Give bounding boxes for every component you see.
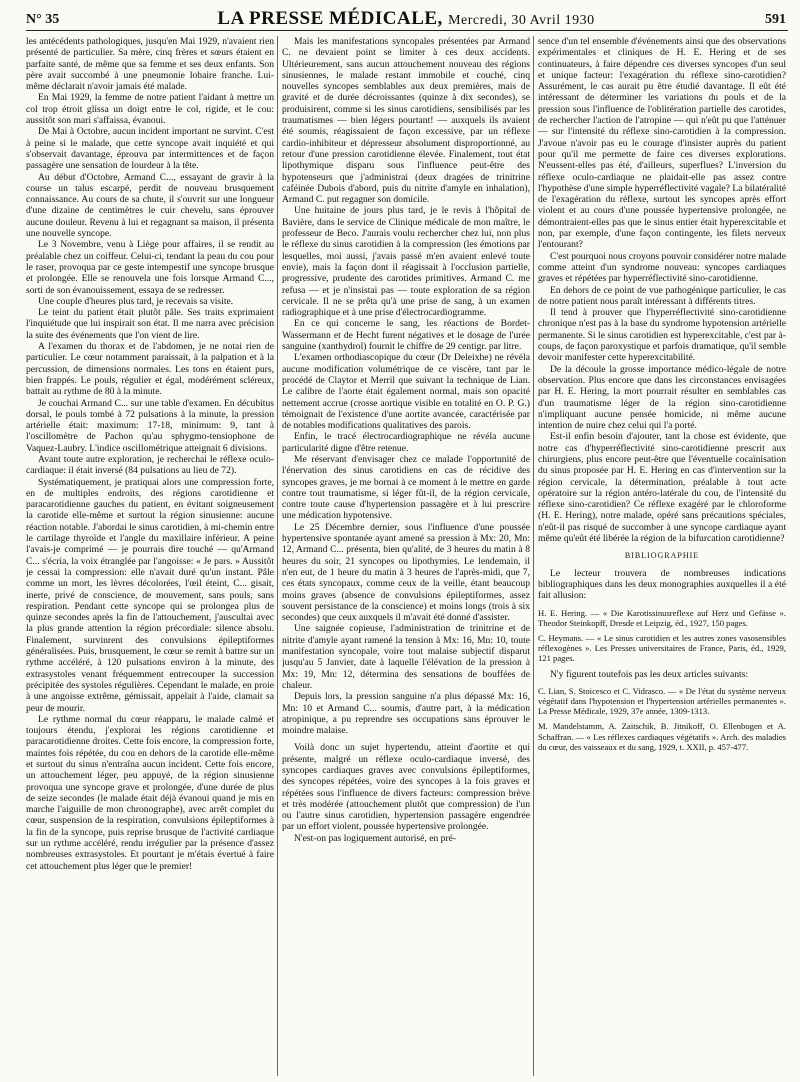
reference-list: [538, 608, 786, 664]
bibliography-heading: BIBLIOGRAPHIE: [624, 551, 700, 561]
issue-number: N° 35: [26, 12, 60, 27]
paragraph: Le 3 Novembre, venu à Liège pour affaires, il se rendit au préalable chez un coiffeur. Celui-ci, tendant la peau du cou pour le raser, provoqua par ce geste intempestif une syncope brusque et prolongée. Elle se renouvela une fois lorsque Armand C..., sorti de son évanouissement, essaya de se redresser.: [26, 239, 274, 296]
paragraph: L'examen orthodiascopique du cœur (Dr Deleixhe) ne révéla aucune modification volumétrique de ce viscère, tant par le procédé de Claytor et Merril que suivant la technique de Lian. Le calibre de l'aorte était également normal, mais son opacité nettement accrue (crosse aortique visible en totalité en O. P. G.) témoignait de l'existence d'une aortite avancée, caractérisée par de notables modifications qualitatives des parois.: [282, 352, 530, 432]
paragraph: En Mai 1929, la femme de notre patient l'aidant à mettre un col trop étroit glissa un doigt entre le col, rigide, et le cou: aussitôt son mari s'affaissa, évanoui.: [26, 92, 274, 127]
paragraph: Je couchai Armand C... sur une table d'examen. En décubitus dorsal, le pouls tombé à 72 pulsations à la minute, la pression artérielle était: maximum: 17-18, minimum: 9, tant à l'oscillomètre de Pachon qu'au sphygmo-tensiophone de Vaquez-Laubry. L'indice oscillométrique atteignait 6 divisions.: [26, 397, 274, 454]
paragraph: C'est pourquoi nous croyons pouvoir considérer notre malade comme atteint d'un syndrome nouveau: syncopes cardiaques graves et répétées par hyperréflectivité sino-carotidienne.: [538, 250, 786, 285]
paragraph: Mais les manifestations syncopales présentées par Armand C. ne devaient point se limiter à ces deux accidents. Ultérieurement, sans aucun attouchement nouveau des régions sinusiennes, le malade restant immobile et couché, cinq nouvelles syncopes semblables aux deux premières, mais de gravité et de durée décroissantes (quinze à dix secondes), se produisirent, comme si les sinus carotidiens, sensibilisés par les traumatismes — bien légers pourtant! — auxquels ils avaient été soumis, réagissaient de façon excessive, par un réflexe cardio-inhibiteur et dépresseur absolument disproportionné, au retour d'une pression carotidienne élevée. Finalement, tout état lipothymique disparu sous l'influence peut-être des hypotenseurs que j'administrai (deux dragées de trinitrine caféinée Dubois d'abord, puis du nitrite d'amyle en inhalation), Armand C. put regagner son domicile.: [282, 36, 530, 206]
paragraph: Est-il enfin besoin d'ajouter, tant la chose est évidente, que notre cas d'hyperréflectivité sino-carotidienne prescrit aux chirurgiens, plus encore peut-être que l'éventuelle cocaïnisation du sinus proposée par H. E. Hering en cas d'intervention sur la région cervicale, la détermination, préalable à tout acte opératoire sur la région antéro-latérale du cou, de l'intensité du réflexe sino-carotidien? Ce réflexe exagéré par le chloroforme (H. E. Hering), notre malade, opéré sans précautions spéciales, n'eût-il pas risqué de succomber à une syncope cardiaque ayant même qu'eût été libérée la région de la bifurcation carotidienne?: [538, 431, 786, 545]
paragraph: Une huitaine de jours plus tard, je le revis à l'hôpital de Bavière, dans le service de Clinique médicale de mon maître, le professeur de Beco. J'aurais voulu rechercher chez lui, non plus le réflexe du sinus carotidien à la compression (les émotions par lesquelles, moi aussi, j'avais passé m'en avaient enlevé toute envie), mais la façon dont il réagissait à l'occlusion partielle, progressive, prudente des carotides primitives. Armand C. me refusa — et je n'insistai pas — toute exploration de sa région cervicale. Il ne se prêta qu'à une prise de sang, à un examen radiographique et à une prise d'électrocardiogramme.: [282, 205, 530, 319]
paragraph: Il tend à prouver que l'hyperréflectivité sino-carotidienne chronique n'est pas à la base du syndrome hypotension artérielle permanente. Si le sinus carotidien est hyperexcitable, c'est par à-coups, de façon paroxystique et parfois dramatique, qu'il semble devoir manifester cette hyperexcitabilité.: [538, 307, 786, 364]
paragraph: A l'examen du thorax et de l'abdomen, je ne notai rien de particulier. Le cœur notamment paraissait, à la palpation et à la percussion, de dimensions normales. Les tons en étaient purs, bien frappés. Le pouls, régulier et égal, modérément scléreux, battait au rythme de 80 à la minute.: [26, 341, 274, 398]
paragraph: Le teint du patient était plutôt pâle. Ses traits exprimaient l'inquiétude que lui inspirait son état. Il me narra avec précision la suite des événements que l'on vient de lire.: [26, 307, 274, 341]
header-rule: [26, 30, 788, 31]
paragraph: De Mai à Octobre, aucun incident important ne survint. C'est à peine si le malade, que cette syncope avait inquiété et qui s'observait davantage, éprouva par intermittences et de façon passagère une sensation de lourdeur à la tête.: [26, 126, 274, 172]
paragraph: Au début d'Octobre, Armand C..., essayant de gravir à la course un talus escarpé, perdit de nouveau brusquement connaissance. Au cours de sa chute, il s'ouvrit sur une longueur d'une dizaine de centimètres le cuir chevelu, sans éprouver aucune douleur. Revenu à lui et regagnant sa maison, il présenta une nouvelle syncope.: [26, 171, 274, 240]
column-divider: [533, 36, 534, 1076]
paragraph: Depuis lors, la pression sanguine n'a plus dépassé Mx: 16, Mn: 10 et Armand C... soumis, d'autre part, à la médication atropinique, a pu reprendre ses occupations sans éprouver le moindre malaise.: [282, 691, 530, 737]
column-3: [538, 36, 786, 1076]
paragraph: Le rythme normal du cœur réapparu, le malade calmé et toujours étendu, j'explorai les régions carotidienne et paracarotidienne droites. Cette fois encore, la compression forte, maintes fois répétée, du cou en dehors de la carotide elle-même et surtout du sinus n'entraîna aucun incident. Cette fois encore, un attouchement léger, peu appuyé, de la région sinusienne provoqua une syncope grave et prolongée, d'une durée de plus de seize secondes (le malade était déjà évanoui quand je mis en marche l'aiguille de mon chronographe), avec arrêt complet du cœur, suspension de la respiration, convulsions épileptiformes à la fin de la syncope, puis reprise brusque de l'activité cardiaque sur un rythme accéléré, rendu irrégulier par la présence d'assez nombreuses extrasystoles. Et pourtant je m'étais évertué à faire cet attouchement plus léger que le premier!: [26, 713, 274, 872]
paragraph: En dehors de ce point de vue pathogénique particulier, le cas de notre patient nous paraît intéressant à différents titres.: [538, 284, 786, 307]
paragraph: De la découle la grosse importance médico-légale de notre observation. Plus encore que dans les circonstances envisagées par H. E. Hering, la mort pourrait résulter en semblables cas d'un traumatisme léger de la région sino-carotidienne n'impliquant aucune pensée homicide, ni même aucune intention de nuire chez celui qui l'a porté.: [538, 363, 786, 432]
paragraph: Le 25 Décembre dernier, sous l'influence d'une poussée hypertensive spontanée ayant amené sa pression à Mx: 20, Mn: 12, Armand C... présenta, bien qu'alité, de 3 heures du matin à 8 heures du soir, 21 syncopes ou lipothymies. Le lendemain, il n'en eut, de 1 heure du matin à 3 heures de l'après-midi, que 7, ces états syncopaux, comme ceux de la veille, étant beaucoup moins graves (absence de convulsions épileptiformes, assez souvent persistance de la conscience) et moins longs (trois à six secondes) que ceux auxquels il m'avait été donné d'assister.: [282, 521, 530, 624]
bibliography-intro: Le lecteur trouvera de nombreuses indications bibliographiques dans les deux monographies auxquelles il a été fait allusion:: [538, 567, 786, 602]
paragraph: Voilà donc un sujet hypertendu, atteint d'aortite et qui présente, malgré un réflexe oculo-cardiaque inversé, des syncopes cardiaques graves avec convulsions épileptiformes, des syncopes répétées, voire des syncopes à la fois graves et répétées sous l'influence de divers facteurs: compression brève et très modérée (attouchement plutôt que compression) de l'un ou l'autre sinus carotidien, hypertension passagère engendrée par un effort violent, poussée hypertensive prolongée.: [282, 742, 530, 833]
column-divider: [277, 36, 278, 1076]
paragraph: Une couple d'heures plus tard, je recevais sa visite.: [38, 295, 234, 307]
reference-item: M. Mandelstamm, A. Zaitschik, B. Jitnikoff, O. Ellenbogen et A. Schaffran. — « Les réflexes cardiaques végétatifs ». Arch. des maladies du cœur, des vaisseaux et du sang, 1929, t. XXII, p. 457-477.: [538, 721, 786, 752]
paragraph: N'est-on pas logiquement autorisé, en pré-: [294, 832, 457, 844]
running-title: [26, 8, 786, 30]
paragraph: les antécédents pathologiques, jusqu'en Mai 1929, n'avaient rien présenté de particulier. Sa mère, cinq frères et sœurs étaient en parfaite santé, de même que sa femme et ses deux enfants. Son père avait succombé à une pneumonie lobaire franche. Lui-même déclarait n'avoir jamais été malade.: [26, 36, 274, 93]
reference-item: C. Heymans. — « Le sinus carotidien et les autres zones vasosensibles réflexogènes ». Les Presses universitaires de France, Paris, éd., 1929, 121 pages.: [538, 632, 786, 664]
reference-item: C. Lian, S. Stoicesco et C. Vidrasco. — « De l'état du système nerveux végétatif dans l'hypotension et l'hypertension artérielles permanentes ». La Presse Médicale, 1929, 37e année, 1309-1313.: [538, 685, 786, 717]
paragraph: sence d'un tel ensemble d'événements ainsi que des observations expérimentales et cliniques de H. E. Hering et de ses continuateurs, à faire dépendre ces diverses syncopes d'un seul et unique facteur: l'exagération du réflexe sino-carotidien? Assurément, le cas aurait pu être étudié davantage. Il eût été intéressant de déterminer les variations du pouls et de la pression sous l'influence de l'oblitération partielle des carotides, de rechercher l'action de l'atropine — qui n'eût pu que l'atténuer — sur l'intensité du réflexe sino-carotidien à la compression. J'avoue n'avoir pas eu le courage d'insister auprès du patient pour qu'il me permette de faire ces diverses explorations. N'eussent-elles pas été, d'ailleurs, superflues? L'inversion du réflexe oculo-cardiaque ne plaidait-elle pas assez contre l'hypothèse d'une simple hyperréflectivité vagale? La bilatéralité de l'exagération du réflexe, surtout les syncopes après effort violent et au cours d'une poussée hypertensive prolongée, ne démontraient-elles pas que le sinus entier était hyperexcitable et non, par exemple, d'une façon contingente, les filets nerveux l'entourant?: [538, 36, 786, 251]
paragraph: Une saignée copieuse, l'administration de trinitrine et de nitrite d'amyle ayant ramené la tension à Mx: 16, Mn: 10, toute manifestation syncopale, voire tout malaise subjectif disparut jusqu'au 5 Janvier, date à laquelle l'élévation de la pression à Mx: 19, Mn: 12, détermina des sensations de bouffées de chaleur.: [282, 623, 530, 691]
column-2: [282, 36, 530, 1076]
paragraph: En ce qui concerne le sang, les réactions de Bordet-Wassermann et de Hecht furent négatives et le dosage de l'urée sanguine (xanthydrol) fournit le chiffre de 29 centigr. par litre.: [282, 318, 530, 353]
page-header: [26, 6, 786, 32]
journal-name: LA PRESSE MÉDICALE,: [217, 8, 443, 29]
reference-list-2: [538, 686, 786, 752]
reference-item: H. E. Hering. — « Die Karotissinusreflexe auf Herz und Gefässe ». Theodor Steinkopff, Dresde et Leipzig, éd., 1927, 150 pages.: [538, 607, 786, 628]
column-1: [26, 36, 274, 1076]
paragraph: Systématiquement, je pratiquai alors une compression forte, en de multiples endroits, des régions carotidienne et paracarotidienne gauches du patient, en évitant soigneusement la carotide elle-même et surtout la région sinusienne: aucune réaction notable. J'abordai le sinus carotidien, à mi-chemin entre le cartilage thyroïde et l'angle du maxillaire inférieur. A peine l'avais-je comprimé — je pourrais dire touché — qu'Armand C... s'écria, la voix étranglée par l'angoisse: « Je pars. » Aussitôt je cessai la compression: elle n'avait duré qu'un instant. Pâle comme un mort, les lèvres décolorées, l'œil éteint, C... gisait, inerte, privé de conscience, de mouvement, sans pouls, sans respiration. Pendant cette syncope qui se prolongea plus de quinze secondes après la fin de l'attouchement, j'auscultai avec la plus grande attention la région précordiale: silence absolu. Finalement, survinrent des convulsions épileptiformes généralisées. Puis, brusquement, le cœur se remit à battre sur un rythme accéléré, à 120 pulsations environ à la minute, des extrasystoles venant fréquemment entrecouper la succession précipitée des systoles régulières. Cependant le malade, en proie à une angoisse extrême, gémissait, appelait à l'aide, clamait sa peur de mourir.: [26, 476, 274, 714]
bibliography-intro-2: N'y figurent toutefois pas les deux articles suivants:: [550, 668, 749, 680]
page-number: 591: [765, 12, 786, 27]
paragraph: Avant toute autre exploration, je recherchai le réflexe oculo-cardiaque: il était inversé (84 pulsations au lieu de 72).: [26, 453, 274, 477]
paragraph: Enfin, le tracé électrocardiographique ne révéla aucune particularité digne d'être retenue.: [282, 431, 530, 454]
issue-date: Mercredi, 30 Avril 1930: [448, 13, 595, 28]
paragraph: Me réservant d'envisager chez ce malade l'opportunité de l'énervation des sinus carotidiens en cas de récidive des syncopes graves, je me bornai à ce moment à le mettre en garde contre tout traumatisme, si léger fût-il, de la région cervicale, contre toute cause d'hypertension passagère et à lui prescrire une médication hypotensive.: [282, 453, 530, 522]
